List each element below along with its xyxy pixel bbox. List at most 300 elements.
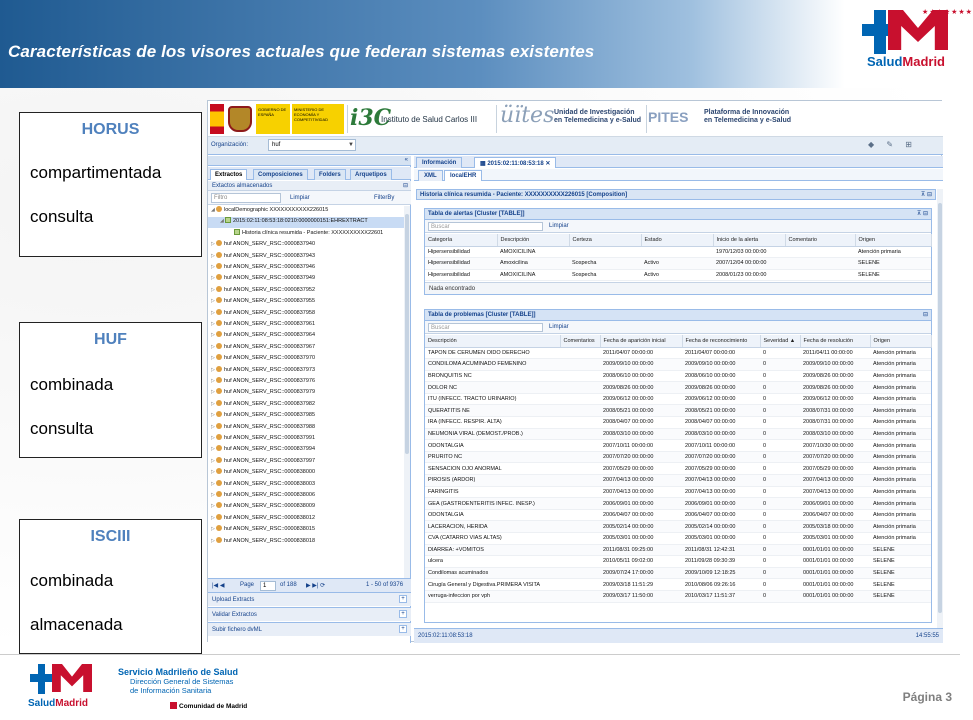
table-cell: Amoxicilina <box>497 258 569 270</box>
table-cell: 0 <box>760 475 800 487</box>
table-cell: 2007/10/30 00:00:00 <box>800 440 870 452</box>
table-cell: 2008/06/10 00:00:00 <box>600 370 682 382</box>
user-icon <box>216 366 222 372</box>
expand-icon[interactable]: ▷ <box>211 389 215 396</box>
calendar-icon: ▦ <box>480 161 488 167</box>
problem-row[interactable] <box>425 544 931 556</box>
tree-item-label: huf ANON_SERV_RSC::0000837952 <box>224 286 316 293</box>
column-header[interactable]: Origen <box>870 335 931 347</box>
table-cell <box>560 498 600 510</box>
table-cell: 2009/08/26 00:00:00 <box>800 382 870 394</box>
table-cell: 0001/01/01 00:00:00 <box>800 567 870 579</box>
sms-title: Servicio Madrileño de Salud <box>118 667 239 677</box>
column-header[interactable]: Fecha de resolución <box>800 335 870 347</box>
tree-item[interactable] <box>208 331 404 342</box>
filter-input[interactable]: Filtro <box>211 193 281 203</box>
tree-item[interactable] <box>208 491 404 502</box>
problem-row[interactable] <box>425 382 931 394</box>
table-cell: 2005/02/14 00:00:00 <box>600 521 682 533</box>
table-cell: 0 <box>760 359 800 371</box>
expand-icon[interactable]: ▷ <box>211 423 215 430</box>
table-cell: 2005/02/14 00:00:00 <box>682 521 760 533</box>
tree-item-label: huf ANON_SERV_RSC::0000837985 <box>224 412 316 419</box>
clear-filter-button[interactable]: Limpiar <box>290 195 310 201</box>
left-panel <box>208 156 411 643</box>
alert-row[interactable] <box>425 258 931 270</box>
table-cell: 0 <box>760 463 800 475</box>
user-icon <box>216 274 222 280</box>
gobierno-label: GOBIERNO DE ESPAÑA <box>256 104 290 134</box>
expand-icon[interactable]: ▷ <box>211 480 215 487</box>
accordion-subir-fichero[interactable]: Subir fichero dvML + <box>208 622 411 636</box>
problem-row[interactable] <box>425 347 931 359</box>
tree-item[interactable] <box>208 217 404 228</box>
tab-arquetipos[interactable]: Arquetipos <box>350 169 392 180</box>
table-cell: Sospecha <box>569 258 641 270</box>
expand-icon[interactable]: ▷ <box>211 435 215 441</box>
table-cell: Hipersensibilidad <box>425 269 497 281</box>
tree-item-label: huf ANON_SERV_RSC::0000837997 <box>224 457 316 464</box>
table-cell: 0 <box>760 590 800 602</box>
horus-box <box>19 112 202 257</box>
tree-item[interactable] <box>208 229 404 240</box>
tree-item[interactable] <box>208 445 404 456</box>
problem-row[interactable] <box>425 393 931 405</box>
user-icon <box>216 491 222 497</box>
page-label: Page <box>240 582 255 588</box>
alerts-header: Tabla de alertas [Cluster [TABLE]] ⊼ ⊟ <box>425 209 931 220</box>
uites-logo-icon: üïtes <box>500 103 555 128</box>
table-cell: SELENE <box>870 590 931 602</box>
box-line: combinada <box>30 571 114 590</box>
table-cell: 0 <box>760 567 800 579</box>
table-cell: ulcera <box>425 556 560 568</box>
table-cell: Atención primaria <box>870 533 931 545</box>
top-toolbar <box>208 137 943 155</box>
user-icon <box>216 502 222 508</box>
filter-by-button[interactable]: FilterBy <box>374 195 395 201</box>
expand-icon[interactable]: ▷ <box>211 241 215 248</box>
accordion-validar-extractos[interactable]: Validar Extractos + <box>208 607 411 621</box>
tree-item-label: Historia clínica resumida - Paciente: XXXXXXXXXX22601 <box>242 229 384 236</box>
problem-row[interactable] <box>425 359 931 371</box>
problems-table <box>425 335 932 603</box>
tree-item[interactable] <box>208 297 404 308</box>
cross-icon <box>30 664 52 694</box>
tab-xml[interactable]: XML <box>418 170 443 181</box>
tree-item-label: huf ANON_SERV_RSC::0000837961 <box>224 321 316 327</box>
table-cell: 1970/12/03 00:00:00 <box>713 246 785 258</box>
tree-item[interactable] <box>208 343 404 354</box>
tree-item[interactable] <box>208 537 404 548</box>
table-cell: 2009/06/12 00:00:00 <box>800 393 870 405</box>
problem-row[interactable] <box>425 556 931 568</box>
tree-item[interactable] <box>208 514 404 525</box>
organization-select[interactable]: huf ▼ <box>268 139 356 151</box>
table-cell: 2005/03/01 00:00:00 <box>800 533 870 545</box>
pager-first-prev-icons[interactable]: |◀ ◀ <box>212 583 225 589</box>
problem-row[interactable] <box>425 417 931 429</box>
minus-icon[interactable]: ⊟ <box>402 183 408 189</box>
tab-extractos[interactable]: Extractos <box>210 169 247 180</box>
column-header[interactable]: Certeza <box>569 234 641 246</box>
table-cell: Activo <box>641 258 713 270</box>
tree-item[interactable] <box>208 457 404 468</box>
table-cell <box>560 521 600 533</box>
tree-item-label: huf ANON_SERV_RSC::0000838015 <box>224 526 316 533</box>
table-cell: 2010/05/11 09:02:00 <box>600 556 682 568</box>
alerts-table <box>425 234 932 281</box>
table-cell: 2009/08/26 00:00:00 <box>600 382 682 394</box>
problem-row[interactable] <box>425 370 931 382</box>
box-line: consulta <box>30 419 94 438</box>
table-cell <box>560 509 600 521</box>
status-bar <box>414 628 943 643</box>
expand-icon[interactable]: ▷ <box>211 355 215 362</box>
tab-localehr[interactable]: localEHR <box>444 170 482 181</box>
table-cell <box>560 533 600 545</box>
table-cell <box>560 486 600 498</box>
table-cell: 2005/03/01 00:00:00 <box>682 533 760 545</box>
isciii-box <box>19 519 202 654</box>
table-cell: DOLOR NC <box>425 382 560 394</box>
tree-item[interactable] <box>208 525 404 536</box>
table-cell: 2007/04/13 00:00:00 <box>682 486 760 498</box>
tab-extract-date[interactable]: ▦ 2015:02:11:08:53:18 ✕ <box>474 157 556 168</box>
table-cell: Atención primaria <box>870 451 931 463</box>
table-cell: 2009/09/10 00:00:00 <box>600 359 682 371</box>
table-cell: Atención primaria <box>870 440 931 452</box>
tree-item[interactable] <box>208 423 404 434</box>
table-cell: 0001/01/01 00:00:00 <box>800 590 870 602</box>
m-logo-icon <box>52 664 92 692</box>
table-cell: ODONTALGIA <box>425 440 560 452</box>
expand-icon[interactable]: ▷ <box>211 412 215 419</box>
column-header[interactable]: Comentarios <box>560 335 600 347</box>
alerts-search-bar <box>425 220 931 233</box>
table-cell: SELENE <box>870 567 931 579</box>
collapse-icon[interactable]: ⊟ <box>922 312 928 318</box>
user-icon <box>216 388 222 394</box>
column-header[interactable]: Comentario <box>785 234 855 246</box>
tree-item[interactable] <box>208 274 404 285</box>
table-cell: Atención primaria <box>870 382 931 394</box>
table-cell: Cirugía General y Digestiva.PRIMERA VISITA <box>425 579 560 591</box>
scroll-thumb[interactable] <box>405 214 409 454</box>
table-cell: 2006/04/07 00:00:00 <box>800 509 870 521</box>
problem-row[interactable] <box>425 463 931 475</box>
column-header[interactable]: Severidad ▲ <box>760 335 800 347</box>
table-cell: 2007/05/29 00:00:00 <box>682 463 760 475</box>
expand-icon[interactable]: ▷ <box>211 457 215 464</box>
user-icon <box>216 343 222 349</box>
table-cell: 2011/04/11 00:00:00 <box>800 347 870 359</box>
table-cell: Condilomas acuminados <box>425 567 560 579</box>
tree-item[interactable] <box>208 320 404 331</box>
tree-item[interactable] <box>208 377 404 388</box>
tab-informacion[interactable]: Información <box>416 157 462 168</box>
tree-item[interactable] <box>208 366 404 377</box>
table-cell: SELENE <box>870 544 931 556</box>
tab-folders[interactable]: Folders <box>314 169 346 180</box>
table-cell <box>560 463 600 475</box>
table-cell: 0 <box>760 405 800 417</box>
user-icon <box>216 320 222 326</box>
table-cell <box>560 590 600 602</box>
table-cell: 2009/03/18 11:51:29 <box>600 579 682 591</box>
view-tabs <box>414 169 943 181</box>
problem-row[interactable] <box>425 451 931 463</box>
left-tabs <box>208 167 411 180</box>
tree-item[interactable] <box>208 502 404 513</box>
tree-scrollbar[interactable] <box>404 206 410 588</box>
table-cell <box>560 567 600 579</box>
table-cell: 2007/05/29 00:00:00 <box>600 463 682 475</box>
table-cell: 2007/05/29 00:00:00 <box>800 463 870 475</box>
composition-scrollbar[interactable] <box>937 189 943 629</box>
table-cell: 0 <box>760 370 800 382</box>
table-cell: BRONQUITIS NC <box>425 370 560 382</box>
column-header[interactable]: Descripción <box>425 335 560 347</box>
accordion-upload-extracts[interactable]: Upload Extracts + <box>208 592 411 606</box>
table-cell <box>569 246 641 258</box>
table-cell <box>785 269 855 281</box>
table-cell: 0 <box>760 382 800 394</box>
problems-search-input[interactable]: Buscar <box>428 323 543 332</box>
table-cell: SELENE <box>870 556 931 568</box>
collapse-icon[interactable]: « <box>404 157 408 163</box>
tree-item-label: huf ANON_SERV_RSC::0000838009 <box>224 503 316 510</box>
footer-salud-madrid-logo <box>22 660 112 716</box>
user-icon <box>216 423 222 429</box>
user-icon <box>216 411 222 417</box>
ministerio-label: MINISTERIO DE ECONOMÍA Y COMPETITIVIDAD <box>292 104 344 134</box>
expand-icon[interactable]: ▷ <box>211 446 215 453</box>
expand-icon[interactable]: ▷ <box>211 537 215 544</box>
expand-icon[interactable]: ▷ <box>211 514 215 521</box>
composition-header: Historia clínica resumida - Paciente: XXXXXXXXXX226015 [Composition] ⊼ ⊟ <box>416 189 936 200</box>
toolbar-action-icons[interactable]: ◆ ✎ ⊞ <box>867 140 917 149</box>
problem-row[interactable] <box>425 498 931 510</box>
table-cell: SELENE <box>855 258 931 270</box>
pager-next-last-icons[interactable]: ▶ ▶| ⟳ <box>306 583 326 589</box>
expand-icon[interactable]: ▷ <box>211 378 215 384</box>
problem-row[interactable] <box>425 428 931 440</box>
tree-item-label: huf ANON_SERV_RSC::0000837976 <box>224 378 316 384</box>
expand-icon[interactable]: ▷ <box>211 492 215 498</box>
tree-item[interactable] <box>208 263 404 274</box>
page-input[interactable]: 1 <box>260 581 276 591</box>
table-cell: 0 <box>760 533 800 545</box>
table-cell: 0 <box>760 509 800 521</box>
footer-wordmark: SaludMadrid <box>28 698 89 709</box>
slide-title: Características de los visores actuales que federan sistemas existentes <box>8 42 595 61</box>
table-cell <box>560 556 600 568</box>
box-line: compartimentada <box>30 163 162 182</box>
box-title: ISCIII <box>90 528 131 545</box>
table-cell: Atención primaria <box>870 498 931 510</box>
table-cell: 2011/04/07 00:00:00 <box>682 347 760 359</box>
table-cell: 2009/09/10 00:00:00 <box>800 359 870 371</box>
expand-icon[interactable]: ▷ <box>211 264 215 270</box>
user-icon <box>216 514 222 520</box>
scroll-thumb[interactable] <box>938 203 942 613</box>
tree-item[interactable] <box>208 286 404 297</box>
table-cell <box>785 246 855 258</box>
table-cell <box>560 417 600 429</box>
tree-item-label: localDemographic XXXXXXXXXXX226015 <box>224 207 329 213</box>
tree-item[interactable] <box>208 411 404 422</box>
stars-icon: ★★★★★★★ <box>922 9 973 16</box>
table-cell: Hipersensibilidad <box>425 258 497 270</box>
user-icon <box>216 309 222 315</box>
problem-row[interactable] <box>425 579 931 591</box>
table-cell: 0 <box>760 498 800 510</box>
column-header[interactable]: Fecha de reconocimiento <box>682 335 760 347</box>
extracts-subheader: Extactos almacenados ⊟ <box>208 181 411 191</box>
table-cell: Activo <box>641 269 713 281</box>
alerts-clear-button[interactable]: Limpiar <box>549 223 569 229</box>
expand-icon[interactable]: ▷ <box>211 526 215 533</box>
table-cell <box>560 382 600 394</box>
plus-icon[interactable]: + <box>399 595 407 603</box>
table-cell: 2011/08/31 12:42:31 <box>682 544 760 556</box>
table-cell: 0 <box>760 393 800 405</box>
table-cell: 2009/03/17 11:50:00 <box>600 590 682 602</box>
table-cell: 2007/07/20 00:00:00 <box>682 451 760 463</box>
table-cell <box>560 370 600 382</box>
table-cell: 2006/04/07 00:00:00 <box>682 509 760 521</box>
tree-item[interactable] <box>208 240 404 251</box>
problem-row[interactable] <box>425 521 931 533</box>
collapse-icon[interactable]: ⊼ ⊟ <box>916 211 928 217</box>
table-cell: Atención primaria <box>870 428 931 440</box>
problems-clear-button[interactable]: Limpiar <box>549 324 569 330</box>
column-header[interactable]: Categoría <box>425 234 497 246</box>
column-header[interactable]: Descripción <box>497 234 569 246</box>
expand-icon[interactable]: ▷ <box>211 400 215 407</box>
table-cell: 2006/09/01 00:00:00 <box>682 498 760 510</box>
tree-item[interactable] <box>208 400 404 411</box>
problem-row[interactable] <box>425 405 931 417</box>
table-cell <box>560 359 600 371</box>
expand-icon[interactable]: ▷ <box>211 252 215 259</box>
expand-icon[interactable]: ▷ <box>211 343 215 350</box>
problem-row[interactable] <box>425 486 931 498</box>
table-cell <box>560 347 600 359</box>
tree-item[interactable] <box>208 434 404 445</box>
user-icon <box>216 537 222 543</box>
column-header[interactable]: Inicio de la alerta <box>713 234 785 246</box>
plus-icon[interactable]: + <box>399 625 407 633</box>
table-cell: 2009/10/09 12:18:25 <box>682 567 760 579</box>
tree-item[interactable] <box>208 309 404 320</box>
table-cell: 0 <box>760 417 800 429</box>
problem-row[interactable] <box>425 475 931 487</box>
tree-item-label: huf ANON_SERV_RSC::0000837973 <box>224 366 316 373</box>
collapse-icon[interactable]: ⊼ ⊟ <box>920 192 932 198</box>
box-line: consulta <box>30 207 94 226</box>
expand-icon[interactable]: ▷ <box>211 321 215 327</box>
table-cell: CONDILOMA ACUMINADO FEMENINO <box>425 359 560 371</box>
expand-icon[interactable]: ▷ <box>211 503 215 510</box>
organization-label: Organización: <box>211 142 249 148</box>
table-cell: PRURITO NC <box>425 451 560 463</box>
tree-item[interactable] <box>208 388 404 399</box>
expand-icon[interactable]: ▷ <box>211 366 215 373</box>
tree-item-label: 2015:02:11:08:53:18:0210:0000000151:EHREXTRACT <box>233 218 368 225</box>
table-cell: Sospecha <box>569 269 641 281</box>
user-icon <box>216 400 222 406</box>
tree-item-label: huf ANON_SERV_RSC::0000837964 <box>224 332 316 339</box>
alert-row[interactable] <box>425 269 931 281</box>
column-header[interactable]: Fecha de aparición inicial <box>600 335 682 347</box>
table-cell: GEA (GASTROENTERITIS INFEC. INESP.) <box>425 498 560 510</box>
tree-item[interactable] <box>208 468 404 479</box>
expand-icon[interactable]: ▷ <box>211 332 215 339</box>
table-cell: 2008/05/21 00:00:00 <box>682 405 760 417</box>
table-cell: 2006/04/07 00:00:00 <box>600 509 682 521</box>
problem-row[interactable] <box>425 509 931 521</box>
huf-box <box>19 322 202 458</box>
tree-item-label: huf ANON_SERV_RSC::0000837946 <box>224 264 316 270</box>
tree-item[interactable] <box>208 252 404 263</box>
user-icon <box>216 434 222 440</box>
alert-row[interactable] <box>425 246 931 258</box>
tree-item-label: huf ANON_SERV_RSC::0000837970 <box>224 355 316 362</box>
tree-item-label: huf ANON_SERV_RSC::0000837955 <box>224 298 316 305</box>
problem-row[interactable] <box>425 590 931 602</box>
expand-icon[interactable]: ▷ <box>211 286 215 293</box>
pager <box>208 578 411 592</box>
expand-icon[interactable]: ▷ <box>211 309 215 316</box>
box-title: HORUS <box>81 121 140 138</box>
page-count: of 188 <box>280 582 297 588</box>
table-cell <box>785 258 855 270</box>
tab-composiciones[interactable]: Composiciones <box>253 169 308 180</box>
problem-row[interactable] <box>425 440 931 452</box>
table-cell: 2007/10/11 00:00:00 <box>600 440 682 452</box>
table-cell: 2008/03/10 00:00:00 <box>800 428 870 440</box>
expand-icon[interactable]: ▷ <box>211 469 215 476</box>
column-header[interactable]: Estado <box>641 234 713 246</box>
tree-item-label: huf ANON_SERV_RSC::0000837967 <box>224 343 316 350</box>
expand-icon[interactable]: ▷ <box>211 275 215 282</box>
table-cell: DIARREA: +VOMITOS <box>425 544 560 556</box>
expand-icon[interactable]: ◢ <box>220 218 224 225</box>
column-header[interactable]: Origen <box>855 234 931 246</box>
table-cell: 2007/12/04 00:00:00 <box>713 258 785 270</box>
tree-item[interactable] <box>208 480 404 491</box>
table-cell: 0 <box>760 451 800 463</box>
plus-icon[interactable]: + <box>399 610 407 618</box>
tree-item[interactable] <box>208 354 404 365</box>
box-line: almacenada <box>30 615 123 634</box>
expand-icon[interactable]: ◢ <box>211 207 215 213</box>
tree-item[interactable] <box>208 206 404 217</box>
problem-row[interactable] <box>425 533 931 545</box>
table-cell: 2011/08/31 09:25:00 <box>600 544 682 556</box>
extracts-tree <box>208 206 404 588</box>
table-cell: 2007/04/13 00:00:00 <box>600 475 682 487</box>
right-panel <box>414 156 943 643</box>
alerts-search-input[interactable]: Buscar <box>428 222 543 231</box>
table-cell: IRA (INFECC. RESPIR. ALTA) <box>425 417 560 429</box>
problem-row[interactable] <box>425 567 931 579</box>
tree-item-label: huf ANON_SERV_RSC::0000837988 <box>224 423 316 430</box>
expand-icon[interactable]: ▷ <box>211 298 215 305</box>
table-cell: Atención primaria <box>870 393 931 405</box>
